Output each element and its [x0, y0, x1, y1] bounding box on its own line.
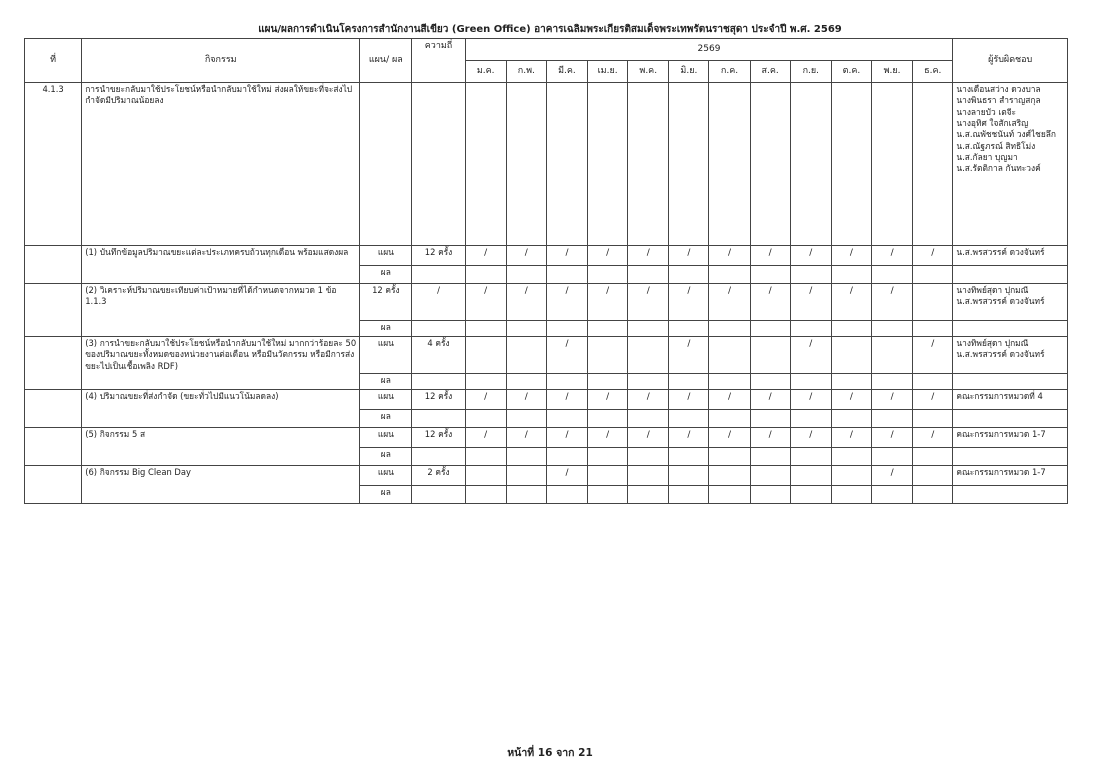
result-cell: [953, 321, 1068, 337]
page-title: แผน/ผลการดำเนินโครงการสำนักงานสีเขียว (Green Office) อาคารเฉลิมพระเกียรติสมเด็จพระเทพรัตนราชสุดา ประจำปี พ.ศ. 2569: [258, 24, 842, 35]
month-plan-mark: /: [709, 246, 750, 266]
month-plan-mark: /: [872, 390, 913, 410]
responsible-person: น.ส.กัลยา บุญมา: [956, 152, 1018, 163]
activity-number-cell: [25, 390, 82, 428]
result-cell: [953, 266, 1068, 284]
result-cell: [669, 486, 709, 504]
responsible-cell: คณะกรรมการหมวดที่ 4: [953, 390, 1068, 410]
activity-plan-row: [25, 466, 1068, 486]
activity-plan-row: [25, 428, 1068, 448]
result-cell: [953, 448, 1068, 466]
result-cell: [669, 448, 709, 466]
header-responsible: ผู้รับผิดชอบ: [953, 39, 1068, 83]
month-plan-mark: /: [872, 466, 913, 486]
month-header: ต.ค.: [831, 61, 871, 83]
month-plan-mark: /: [709, 284, 750, 321]
result-cell: [412, 266, 465, 284]
result-label: ผล: [360, 486, 412, 504]
month-plan-mark: [588, 337, 628, 374]
responsible-person: นางลายบัว เตจีะ: [956, 106, 1017, 117]
result-cell: [913, 486, 953, 504]
result-cell: [790, 486, 831, 504]
result-cell: [669, 266, 709, 284]
result-cell: [709, 374, 750, 390]
result-cell: [750, 410, 790, 428]
responsible-cell: คณะกรรมการหมวด 1-7: [953, 466, 1068, 486]
responsible-person: นางพินธรา สำราญสกุล: [956, 95, 1041, 106]
result-cell: [872, 486, 913, 504]
result-cell: [628, 321, 669, 337]
result-cell: [709, 266, 750, 284]
header-plan-result: แผน/ ผล: [360, 39, 412, 83]
result-cell: [546, 374, 587, 390]
responsible-person: น.ส.รัตติกาล กันทะวงค์: [956, 163, 1041, 174]
result-cell: [913, 266, 953, 284]
result-cell: [588, 321, 628, 337]
result-label: ผล: [360, 410, 412, 428]
month-plan-mark: /: [588, 246, 628, 266]
result-cell: [913, 448, 953, 466]
month-header: ก.ค.: [709, 61, 750, 83]
activity-text: (5) กิจกรรม 5 ส: [82, 428, 360, 466]
month-plan-mark: /: [628, 284, 669, 321]
month-plan-mark: /: [546, 466, 587, 486]
month-plan-mark: /: [831, 428, 871, 448]
month-plan-mark: [831, 337, 871, 374]
result-cell: [465, 448, 506, 466]
frequency-value: /: [412, 284, 465, 321]
result-cell: [628, 374, 669, 390]
activity-number-cell: [25, 428, 82, 466]
result-cell: [872, 266, 913, 284]
plan-label: แผน: [360, 428, 412, 448]
month-plan-mark: /: [506, 246, 546, 266]
plan-table: [24, 38, 1068, 504]
result-cell: [790, 321, 831, 337]
result-cell: [953, 486, 1068, 504]
responsible-cell: คณะกรรมการหมวด 1-7: [953, 428, 1068, 448]
result-cell: [669, 374, 709, 390]
month-plan-mark: /: [750, 246, 790, 266]
month-plan-mark: [465, 337, 506, 374]
result-cell: [506, 321, 546, 337]
month-plan-mark: /: [506, 390, 546, 410]
result-cell: [506, 374, 546, 390]
month-header: ม.ค.: [465, 61, 506, 83]
month-plan-mark: /: [588, 428, 628, 448]
activity-number-cell: [25, 284, 82, 337]
month-plan-mark: /: [506, 428, 546, 448]
month-header: พ.ค.: [628, 61, 669, 83]
result-cell: [790, 448, 831, 466]
month-plan-mark: [709, 337, 750, 374]
month-plan-mark: /: [628, 246, 669, 266]
responsible-cell: น.ส.พรสวรรค์ ดวงจันทร์: [953, 246, 1068, 266]
result-cell: [465, 486, 506, 504]
activity-text: (3) การนำขยะกลับมาใช้ประโยชน์หรือนำกลับมาใช้ใหม่ มากกว่าร้อยละ 50 ของปริมาณขยะทั้งหมดของหน่วยงานต่อเดือน หรือมีนวัตกรรม หรือมีการส่งขยะไปเป็นเชื้อเพลิง RDF): [82, 337, 360, 390]
result-cell: [465, 374, 506, 390]
plan-label: แผน: [360, 390, 412, 410]
activity-text: (2) วิเคราะห์ปริมาณขยะเทียบค่าเป้าหมายที่ได้กำหนดจากหมวด 1 ข้อ 1.1.3: [82, 284, 360, 337]
month-plan-mark: /: [831, 246, 871, 266]
main-activity-number: 4.1.3: [25, 83, 82, 246]
month-plan-mark: /: [546, 337, 587, 374]
header-no: ที่: [25, 39, 82, 83]
activity-text: (1) บันทึกข้อมูลปริมาณขยะแต่ละประเภทครบถ้วนทุกเดือน พร้อมแสดงผล: [82, 246, 360, 284]
month-plan-mark: /: [790, 337, 831, 374]
result-cell: [790, 374, 831, 390]
result-cell: [750, 321, 790, 337]
result-cell: [628, 410, 669, 428]
month-plan-mark: /: [790, 284, 831, 321]
result-cell: [913, 321, 953, 337]
result-cell: [953, 410, 1068, 428]
month-plan-mark: [872, 337, 913, 374]
month-plan-mark: /: [669, 428, 709, 448]
month-plan-mark: /: [750, 428, 790, 448]
responsible-person: น.ส.ณัฐภรณ์ สิทธิโม่ง: [956, 140, 1036, 151]
month-plan-mark: /: [546, 428, 587, 448]
result-cell: [412, 321, 465, 337]
month-plan-mark: [669, 466, 709, 486]
activity-number-cell: [25, 337, 82, 390]
result-cell: [628, 266, 669, 284]
responsible-cell: นางทิพย์สุดา ปุกมณี น.ส.พรสวรรค์ ดวงจันทร์: [953, 284, 1068, 321]
activity-plan-row: [25, 390, 1068, 410]
result-cell: [588, 374, 628, 390]
result-cell: [465, 321, 506, 337]
main-activity-text: การนำขยะกลับมาใช้ประโยชน์หรือนำกลับมาใช้ใหม่ ส่งผลให้ขยะที่จะส่งไปกำจัดมีปริมาณน้อยลง: [82, 83, 360, 246]
main-responsible-list: [953, 83, 1068, 246]
result-cell: [465, 266, 506, 284]
responsible-person: น.ส.ณพัชชนันท์ วงศ์ไชยลึก: [956, 129, 1056, 140]
month-plan-mark: [465, 466, 506, 486]
result-cell: [709, 486, 750, 504]
result-cell: [412, 448, 465, 466]
month-plan-mark: /: [872, 284, 913, 321]
month-plan-mark: [506, 466, 546, 486]
month-plan-mark: /: [669, 337, 709, 374]
month-plan-mark: /: [506, 284, 546, 321]
month-plan-mark: /: [872, 428, 913, 448]
result-cell: [831, 486, 871, 504]
result-label: ผล: [360, 266, 412, 284]
month-header: มี.ค.: [546, 61, 587, 83]
month-plan-mark: [506, 337, 546, 374]
month-plan-mark: /: [669, 284, 709, 321]
month-plan-mark: /: [588, 390, 628, 410]
header-activity: กิจกรรม: [82, 39, 360, 83]
result-cell: [913, 410, 953, 428]
month-header: พ.ย.: [872, 61, 913, 83]
frequency-value: 12 ครั้ง: [412, 246, 465, 266]
result-cell: [709, 410, 750, 428]
month-plan-mark: /: [588, 284, 628, 321]
result-cell: [546, 266, 587, 284]
result-cell: [546, 448, 587, 466]
result-cell: [872, 448, 913, 466]
month-plan-mark: [790, 466, 831, 486]
month-plan-mark: /: [913, 390, 953, 410]
month-header: เม.ย.: [588, 61, 628, 83]
activity-number-cell: [25, 246, 82, 284]
activity-plan-row: [25, 337, 1068, 374]
activity-text: (6) กิจกรรม Big Clean Day: [82, 466, 360, 504]
result-cell: [831, 448, 871, 466]
result-cell: [790, 410, 831, 428]
result-cell: [588, 410, 628, 428]
frequency-value: 12 ครั้ง: [412, 390, 465, 410]
month-plan-mark: /: [465, 246, 506, 266]
month-plan-mark: [750, 337, 790, 374]
result-cell: [831, 266, 871, 284]
month-plan-mark: /: [790, 428, 831, 448]
month-plan-mark: /: [465, 428, 506, 448]
month-plan-mark: /: [913, 337, 953, 374]
responsible-person: นางเดือนสว่าง ดวงบาล: [956, 84, 1041, 94]
frequency-value: 12 ครั้ง: [412, 428, 465, 448]
activity-plan-row: [25, 246, 1068, 266]
month-plan-mark: /: [669, 390, 709, 410]
month-plan-mark: /: [465, 284, 506, 321]
result-cell: [872, 374, 913, 390]
month-plan-mark: /: [546, 246, 587, 266]
plan-label: แผน: [360, 246, 412, 266]
result-cell: [790, 266, 831, 284]
result-cell: [831, 321, 871, 337]
result-cell: [506, 448, 546, 466]
result-label: ผล: [360, 448, 412, 466]
month-header: ธ.ค.: [913, 61, 953, 83]
month-plan-mark: /: [750, 390, 790, 410]
result-cell: [831, 374, 871, 390]
result-cell: [628, 486, 669, 504]
month-plan-mark: /: [669, 246, 709, 266]
month-plan-mark: [628, 466, 669, 486]
month-plan-mark: [709, 466, 750, 486]
month-plan-mark: [750, 466, 790, 486]
month-plan-mark: /: [913, 428, 953, 448]
month-plan-mark: /: [750, 284, 790, 321]
result-cell: [669, 410, 709, 428]
header-frequency: ความถี่: [412, 39, 465, 83]
result-cell: [506, 486, 546, 504]
result-cell: [750, 374, 790, 390]
result-cell: [750, 448, 790, 466]
main-activity-row: [25, 83, 1068, 246]
header-year: 2569: [465, 39, 953, 61]
result-label: ผล: [360, 321, 412, 337]
result-cell: [506, 266, 546, 284]
result-cell: [628, 448, 669, 466]
result-cell: [872, 321, 913, 337]
result-cell: [750, 486, 790, 504]
month-plan-mark: [628, 337, 669, 374]
result-cell: [546, 321, 587, 337]
result-cell: [412, 374, 465, 390]
plan-label: แผน: [360, 466, 412, 486]
result-cell: [953, 374, 1068, 390]
result-cell: [709, 321, 750, 337]
month-plan-mark: /: [831, 390, 871, 410]
month-plan-mark: /: [831, 284, 871, 321]
result-cell: [588, 448, 628, 466]
result-cell: [913, 374, 953, 390]
plan-label: 12 ครั้ง: [360, 284, 412, 321]
month-plan-mark: /: [790, 390, 831, 410]
activity-plan-row: [25, 284, 1068, 321]
result-cell: [546, 486, 587, 504]
month-header: ส.ค.: [750, 61, 790, 83]
month-plan-mark: [913, 466, 953, 486]
month-header: ก.พ.: [506, 61, 546, 83]
result-cell: [412, 410, 465, 428]
frequency-value: 2 ครั้ง: [412, 466, 465, 486]
result-cell: [506, 410, 546, 428]
month-plan-mark: [588, 466, 628, 486]
result-cell: [709, 448, 750, 466]
month-plan-mark: [831, 466, 871, 486]
month-plan-mark: [913, 284, 953, 321]
month-plan-mark: /: [546, 390, 587, 410]
month-plan-mark: /: [709, 428, 750, 448]
month-plan-mark: /: [628, 390, 669, 410]
month-plan-mark: /: [546, 284, 587, 321]
plan-label: แผน: [360, 337, 412, 374]
month-header: มิ.ย.: [669, 61, 709, 83]
activity-number-cell: [25, 466, 82, 504]
responsible-person: นางอุทิศ ใจสักเสริญ: [956, 118, 1029, 129]
month-plan-mark: /: [913, 246, 953, 266]
result-cell: [872, 410, 913, 428]
result-cell: [750, 266, 790, 284]
result-cell: [588, 486, 628, 504]
result-label: ผล: [360, 374, 412, 390]
month-plan-mark: /: [709, 390, 750, 410]
month-plan-mark: /: [628, 428, 669, 448]
result-cell: [546, 410, 587, 428]
result-cell: [831, 410, 871, 428]
month-header: ก.ย.: [790, 61, 831, 83]
month-plan-mark: /: [790, 246, 831, 266]
result-cell: [588, 266, 628, 284]
month-plan-mark: /: [465, 390, 506, 410]
result-cell: [412, 486, 465, 504]
responsible-cell: นางทิพย์สุดา ปุกมณี น.ส.พรสวรรค์ ดวงจันทร์: [953, 337, 1068, 374]
month-plan-mark: /: [872, 246, 913, 266]
result-cell: [669, 321, 709, 337]
frequency-value: 4 ครั้ง: [412, 337, 465, 374]
activity-text: (4) ปริมาณขยะที่ส่งกำจัด (ขยะทั่วไปมีแนวโน้มลดลง): [82, 390, 360, 428]
page-number: หน้าที่ 16 จาก 21: [507, 747, 593, 759]
result-cell: [465, 410, 506, 428]
